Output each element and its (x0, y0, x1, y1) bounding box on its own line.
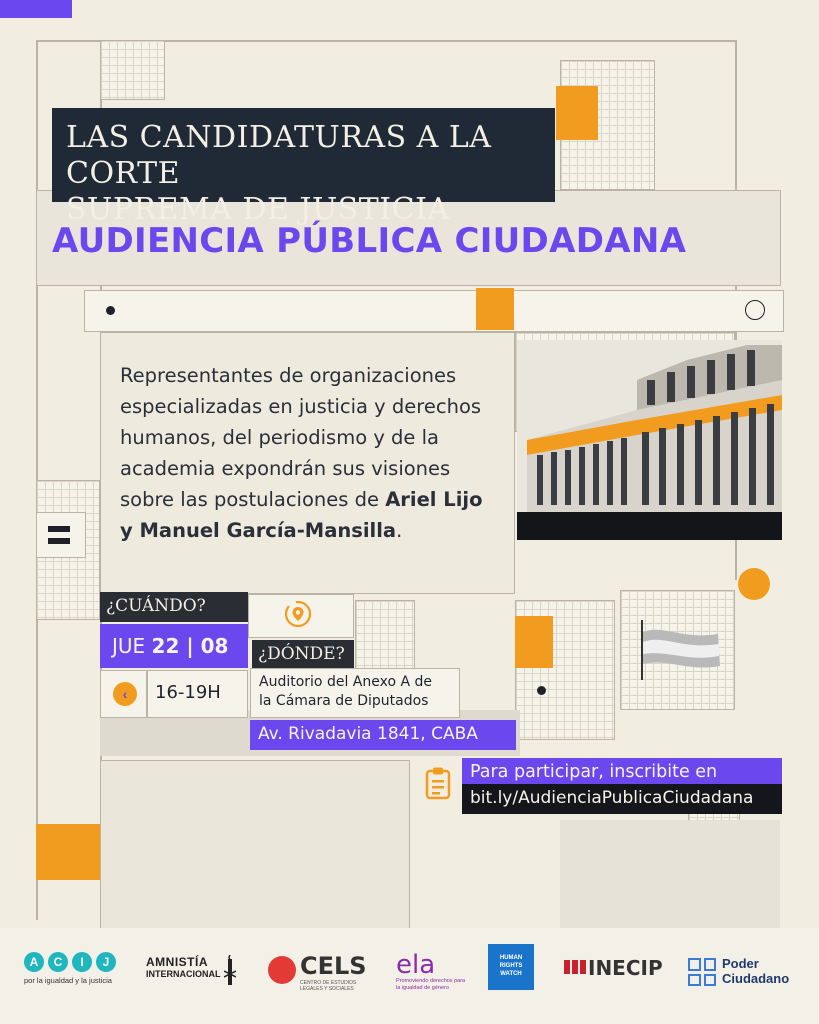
logo-amnistia (146, 955, 246, 991)
cels-emblem-icon (268, 956, 296, 984)
dot-icon (537, 686, 546, 695)
decor-purple-corner (0, 0, 72, 18)
acij-letter: I (72, 952, 92, 972)
dot-icon (106, 306, 115, 315)
decor-row-box (84, 290, 784, 332)
ela-name: ela (396, 950, 436, 980)
description-intro: Representantes de organizaciones especializadas en justicia y derechos humanos, del periodismo y de la academia expondrán sus visiones sobre las postulaciones de (120, 364, 482, 511)
location-pin-icon (284, 600, 312, 628)
description-end: . (396, 519, 403, 542)
decor-grid-tile (100, 40, 165, 100)
hrw-line: HUMAN (499, 955, 523, 961)
decor-orange-square (515, 616, 553, 668)
ela-tagline: Promoviendo derechos para la igualdad de género (396, 978, 466, 991)
decor-paper-block (560, 820, 780, 928)
logo-acij (24, 952, 124, 992)
event-title (52, 108, 555, 227)
cels-tagline: CENTRO DE ESTUDIOS LEGALES Y SOCIALES (300, 980, 357, 992)
acij-letter: C (48, 952, 68, 972)
when-date-num: 22 | 08 (151, 634, 229, 658)
when-time: 16-19H (155, 682, 221, 703)
where-venue-line1: Auditorio del Anexo A de (259, 674, 432, 690)
logo-cels (268, 952, 378, 992)
decor-orange-square (556, 86, 598, 140)
decor-orange-square (36, 824, 102, 880)
circle-icon (745, 300, 765, 320)
acij-letter: A (24, 952, 44, 972)
event-subtitle: AUDIENCIA PÚBLICA CIUDADANA (52, 221, 687, 261)
poder-grid-icon (688, 958, 716, 986)
amnistia-line2: INTERNACIONAL (146, 969, 221, 979)
clipboard-icon (424, 766, 452, 800)
cels-name: CELS (300, 952, 367, 980)
candle-icon (224, 955, 236, 987)
flag-image (638, 620, 728, 680)
orange-circle (738, 568, 770, 600)
logo-inecip (564, 956, 664, 990)
where-venue (250, 668, 460, 718)
event-description (120, 360, 500, 546)
where-address: Av. Rivadavia 1841, CABA (250, 720, 516, 750)
acij-letter: J (96, 952, 116, 972)
register-text: Para participar, inscribite en (462, 758, 782, 788)
acij-tagline: por la igualdad y la justicia (24, 976, 112, 985)
inecip-bars-icon (564, 960, 586, 974)
poder-line1: Poder (722, 956, 759, 971)
inecip-name: INECIP (588, 956, 663, 980)
equals-icon (48, 526, 70, 544)
decor-paper-block (100, 760, 410, 930)
candidate-names: Ariel Lijo y Manuel García-Mansilla (120, 488, 483, 542)
where-label: ¿DÓNDE? (252, 640, 354, 670)
event-title-line1: LAS CANDIDATURAS A LA CORTE (66, 120, 492, 191)
amnistia-line1: AMNISTÍA (146, 955, 208, 969)
decor-orange-square (476, 288, 514, 330)
decor-line (146, 670, 148, 718)
hrw-line: WATCH (500, 971, 522, 977)
logo-poder-ciudadano (688, 956, 798, 990)
courthouse-image (517, 340, 782, 540)
when-date (100, 624, 248, 668)
where-venue-line2: la Cámara de Diputados (259, 693, 429, 709)
when-label: ¿CUÁNDO? (100, 592, 248, 622)
chevron-left-icon: ‹ (113, 682, 137, 706)
decor-grid-tile (355, 600, 415, 670)
event-title-line2: SUPREMA DE JUSTICIA (66, 192, 450, 227)
logo-ela (396, 952, 474, 992)
poder-line2: Ciudadano (722, 971, 790, 986)
when-date-day: JUE (112, 634, 146, 658)
logo-hrw (488, 944, 534, 990)
register-link[interactable]: bit.ly/AudienciaPublicaCiudadana (462, 784, 782, 814)
hrw-line: RIGHTS (499, 963, 523, 969)
